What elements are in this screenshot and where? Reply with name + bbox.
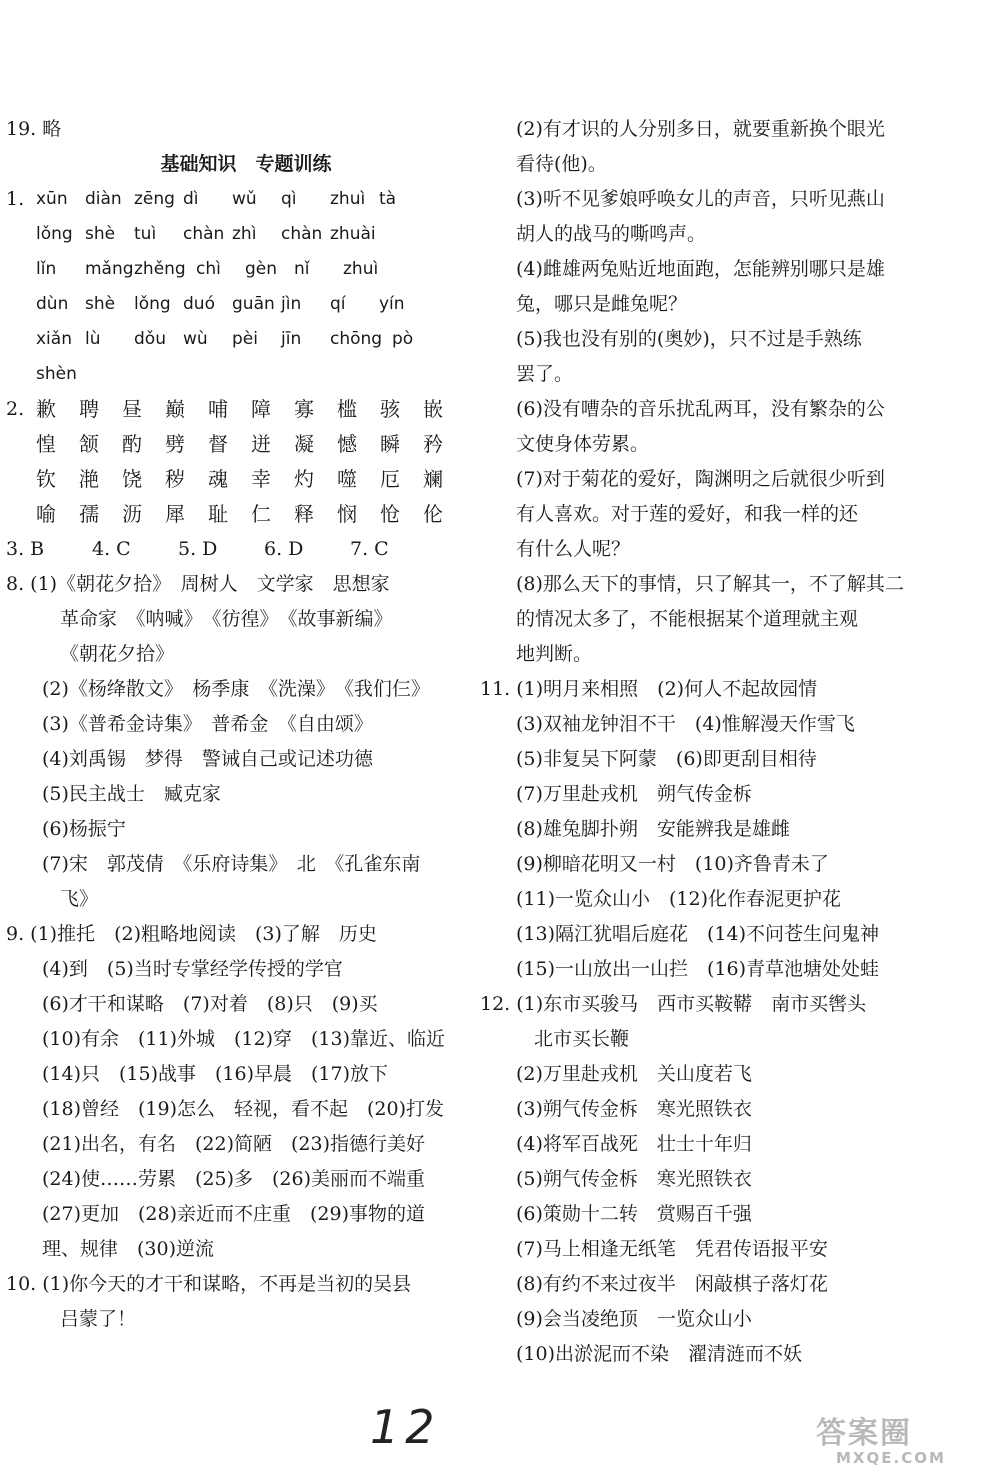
section-title: 基础知识 专题训练 bbox=[160, 153, 332, 175]
answer-q5: 5. D bbox=[178, 538, 218, 560]
char-cell: 槛 bbox=[337, 397, 357, 421]
char-cell: 颔 bbox=[79, 432, 99, 456]
pinyin-cell: mǎng bbox=[85, 259, 134, 279]
pinyin-cell: dì bbox=[183, 189, 199, 209]
pinyin-cell: pèi bbox=[232, 329, 258, 349]
pinyin-cell: duó bbox=[183, 294, 215, 314]
char-cell: 沥 bbox=[122, 502, 142, 526]
char-cell: 酌 bbox=[122, 432, 142, 456]
watermark-text: 答案圈 bbox=[816, 1416, 912, 1451]
answer-q8 bbox=[6, 567, 466, 917]
answer-line: 有人喜欢。对于莲的爱好，和我一样的还 bbox=[516, 503, 859, 525]
pinyin-cell: nǐ bbox=[294, 259, 310, 279]
pinyin-cell: pò bbox=[392, 329, 414, 349]
pinyin-row bbox=[6, 322, 466, 357]
answer-line: 有什么人呢？ bbox=[516, 538, 631, 560]
answer-q4: 4. C bbox=[92, 538, 131, 560]
char-cell: 噬 bbox=[337, 467, 357, 491]
answer-line: (8)雄兔脚扑朔 安能辨我是雄雌 bbox=[516, 818, 790, 840]
answer-line: 地判断。 bbox=[516, 643, 593, 665]
answer-line: (4)雌雄两兔贴近地面跑，怎能辨别哪只是雄 bbox=[516, 258, 885, 280]
pinyin-cell: chàn bbox=[183, 224, 225, 244]
answer-line: (7)万里赴戎机 朔气传金柝 bbox=[516, 783, 752, 805]
char-row bbox=[6, 497, 466, 532]
pinyin-cell: jìn bbox=[281, 294, 302, 314]
char-cell: 障 bbox=[251, 397, 271, 421]
char-cell: 厄 bbox=[380, 467, 400, 491]
answer-line: 《朝花夕拾》 bbox=[60, 643, 175, 665]
char-cell: 寡 bbox=[294, 397, 314, 421]
char-cell: 秽 bbox=[165, 467, 185, 491]
pinyin-cell: lǒng bbox=[134, 294, 171, 314]
answer-q19: 19. 略 bbox=[6, 118, 62, 140]
char-cell: 迸 bbox=[251, 432, 271, 456]
char-cell: 孺 bbox=[79, 502, 99, 526]
char-cell: 释 bbox=[294, 502, 314, 526]
answer-line: (10)有余 (11)外城 (12)穿 (13)靠近、临近 bbox=[42, 1028, 446, 1050]
answer-line: 革命家 《呐喊》 《彷徨》 《故事新编》 bbox=[60, 608, 393, 630]
char-cell: 凝 bbox=[294, 432, 314, 456]
char-cell: 犀 bbox=[165, 502, 185, 526]
answer-line: (18)曾经 (19)怎么 轻视，看不起 (20)打发 bbox=[42, 1098, 445, 1120]
answer-line: (3)双袖龙钟泪不干 (4)惟解漫天作雪飞 bbox=[516, 713, 855, 735]
answer-q11 bbox=[480, 672, 960, 987]
pinyin-cell: tà bbox=[379, 189, 397, 209]
right-column bbox=[480, 112, 960, 1372]
answer-line: 罢了。 bbox=[516, 363, 574, 385]
answer-line: (9)柳暗花明又一村 (10)齐鲁青未了 bbox=[516, 853, 829, 875]
char-cell: 哺 bbox=[208, 397, 228, 421]
char-cell: 钦 bbox=[36, 467, 56, 491]
answer-q7: 7. C bbox=[350, 538, 389, 560]
answer-line: (11)一览众山小 (12)化作春泥更护花 bbox=[516, 888, 842, 910]
answer-line: (8)那么天下的事情，只了解其一，不了解其二 bbox=[516, 573, 904, 595]
char-cell: 矜 bbox=[423, 432, 443, 456]
answer-line: (7)马上相逢无纸笔 凭君传语报平安 bbox=[516, 1238, 828, 1260]
answer-line: (7)对于菊花的爱好，陶渊明之后就很少听到 bbox=[516, 468, 885, 490]
pinyin-row bbox=[6, 357, 466, 392]
answer-line: (3)听不见爹娘呼唤女儿的声音，只听见燕山 bbox=[516, 188, 885, 210]
answer-line: (9)会当凌绝顶 一览众山小 bbox=[516, 1308, 752, 1330]
answer-line: (5)我也没有别的(奥妙)，只不过是手熟练 bbox=[516, 328, 862, 350]
page-number: 12 bbox=[370, 1400, 441, 1454]
pinyin-cell: dǒu bbox=[134, 329, 166, 349]
answer-line: (5)非复吴下阿蒙 (6)即更刮目相待 bbox=[516, 748, 817, 770]
char-cell: 伦 bbox=[423, 502, 443, 526]
answer-line: (3)朔气传金柝 寒光照铁衣 bbox=[516, 1098, 752, 1120]
question-number: 2. bbox=[6, 398, 25, 420]
pinyin-cell: shèn bbox=[36, 364, 77, 384]
pinyin-cell: yín bbox=[379, 294, 405, 314]
answer-line: 理、规律 (30)逆流 bbox=[42, 1238, 215, 1260]
char-cell: 悯 bbox=[337, 502, 357, 526]
pinyin-row bbox=[6, 182, 466, 217]
pinyin-cell: gèn bbox=[245, 259, 278, 279]
answer-line: 的情况太多了，不能根据某个道理就主观 bbox=[516, 608, 859, 630]
char-row bbox=[6, 392, 466, 427]
pinyin-cell: xūn bbox=[36, 189, 68, 209]
watermark-logo bbox=[816, 1418, 992, 1470]
pinyin-row bbox=[6, 217, 466, 252]
pinyin-cell: tuì bbox=[134, 224, 157, 244]
pinyin-cell: chì bbox=[196, 259, 221, 279]
answer-line: 飞》 bbox=[60, 888, 99, 910]
char-cell: 骇 bbox=[380, 397, 400, 421]
pinyin-cell: zhì bbox=[232, 224, 257, 244]
answer-line: (5)民主战士 臧克家 bbox=[42, 783, 221, 805]
answer-line: 8. (1)《朝花夕拾》 周树人 文学家 思想家 bbox=[6, 573, 390, 595]
pinyin-cell: xiǎn bbox=[36, 329, 72, 349]
pinyin-cell: wǔ bbox=[232, 189, 257, 209]
answer-line: 胡人的战马的嘶鸣声。 bbox=[516, 223, 707, 245]
answer-line: (2)万里赴戎机 关山度若飞 bbox=[516, 1063, 752, 1085]
char-cell: 灼 bbox=[294, 467, 314, 491]
answer-line: 文使身体劳累。 bbox=[516, 433, 650, 455]
pinyin-cell: shè bbox=[85, 294, 116, 314]
answer-line: (2)有才识的人分别多日，就要重新换个眼光 bbox=[516, 118, 885, 140]
pinyin-cell: lù bbox=[85, 329, 101, 349]
answer-line: (21)出名，有名 (22)简陋 (23)指德行美好 bbox=[42, 1133, 426, 1155]
answer-line: (4)到 (5)当时专掌经学传授的学官 bbox=[42, 958, 343, 980]
pinyin-cell: chōng bbox=[330, 329, 383, 349]
char-row bbox=[6, 427, 466, 462]
answer-q6: 6. D bbox=[264, 538, 304, 560]
char-cell: 耻 bbox=[208, 502, 228, 526]
pinyin-cell: zēng bbox=[134, 189, 175, 209]
answer-q10 bbox=[6, 1267, 466, 1337]
char-cell: 歉 bbox=[36, 397, 56, 421]
answer-line: (13)隔江犹唱后庭花 (14)不问苍生问鬼神 bbox=[516, 923, 880, 945]
char-cell: 仁 bbox=[251, 502, 271, 526]
char-cell: 饶 bbox=[122, 467, 142, 491]
char-cell: 劈 bbox=[165, 432, 185, 456]
char-cell: 昼 bbox=[122, 397, 142, 421]
answer-line: 9. (1)推托 (2)粗略地阅读 (3)了解 历史 bbox=[6, 923, 377, 945]
answer-line: (6)才干和谋略 (7)对着 (8)只 (9)买 bbox=[42, 993, 378, 1015]
answer-line: (5)朔气传金柝 寒光照铁衣 bbox=[516, 1168, 752, 1190]
answer-line: (8)有约不来过夜半 闲敲棋子落灯花 bbox=[516, 1273, 828, 1295]
char-row bbox=[6, 462, 466, 497]
answer-q3-7 bbox=[6, 532, 466, 567]
answer-line: (27)更加 (28)亲近而不庄重 (29)事物的道 bbox=[42, 1203, 426, 1225]
pinyin-cell: chàn bbox=[281, 224, 323, 244]
answer-q12 bbox=[480, 987, 960, 1372]
char-cell: 幸 bbox=[251, 467, 271, 491]
answer-line: (2)《杨绛散文》 杨季康 《洗澡》 《我们仨》 bbox=[42, 678, 430, 700]
answer-q3: 3. B bbox=[6, 538, 45, 560]
pinyin-cell: lǒng bbox=[36, 224, 73, 244]
char-cell: 喻 bbox=[36, 502, 56, 526]
pinyin-cell: zhuì bbox=[343, 259, 379, 279]
char-cell: 巅 bbox=[165, 397, 185, 421]
answer-q1 bbox=[6, 182, 466, 392]
pinyin-cell: dùn bbox=[36, 294, 69, 314]
pinyin-cell: diàn bbox=[85, 189, 122, 209]
pinyin-cell: zhuì bbox=[330, 189, 366, 209]
pinyin-cell: zhuài bbox=[330, 224, 376, 244]
question-number: 1. bbox=[6, 188, 25, 210]
char-cell: 瞬 bbox=[380, 432, 400, 456]
answer-line: 12. (1)东市买骏马 西市买鞍鞯 南市买辔头 bbox=[480, 993, 867, 1015]
answer-line: 10. (1)你今天的才干和谋略，不再是当初的吴县 bbox=[6, 1273, 412, 1295]
answer-line: (7)宋 郭茂倩 《乐府诗集》 北 《孔雀东南 bbox=[42, 853, 421, 875]
char-cell: 惶 bbox=[36, 432, 56, 456]
char-cell: 聘 bbox=[79, 397, 99, 421]
answer-line: (6)杨振宁 bbox=[42, 818, 126, 840]
answer-line: 北市买长鞭 bbox=[534, 1028, 630, 1050]
pinyin-cell: zhěng bbox=[134, 259, 186, 279]
pinyin-cell: qì bbox=[281, 189, 297, 209]
pinyin-row bbox=[6, 287, 466, 322]
char-cell: 魂 bbox=[208, 467, 228, 491]
answer-line: 11. (1)明月来相照 (2)何人不起故园情 bbox=[480, 678, 818, 700]
answer-line: (6)没有嘈杂的音乐扰乱两耳，没有繁杂的公 bbox=[516, 398, 885, 420]
answer-line: (15)一山放出一山拦 (16)青草池塘处处蛙 bbox=[516, 958, 880, 980]
answer-q2 bbox=[6, 392, 466, 532]
watermark-url: MXQE.COM bbox=[836, 1449, 946, 1467]
answer-line: (14)只 (15)战事 (16)早晨 (17)放下 bbox=[42, 1063, 389, 1085]
left-column bbox=[6, 112, 466, 1337]
pinyin-cell: wù bbox=[183, 329, 208, 349]
answer-q9 bbox=[6, 917, 466, 1267]
char-cell: 滟 bbox=[79, 467, 99, 491]
char-cell: 督 bbox=[208, 432, 228, 456]
pinyin-cell: qí bbox=[330, 294, 346, 314]
answer-line: (3)《普希金诗集》 普希金 《自由颂》 bbox=[42, 713, 373, 735]
answer-line: 兔，哪只是雌兔呢？ bbox=[516, 293, 688, 315]
pinyin-row bbox=[6, 252, 466, 287]
answer-line: (24)使……劳累 (25)多 (26)美丽而不端重 bbox=[42, 1168, 426, 1190]
answer-line: (4)刘禹锡 梦得 警诫自己或记述功德 bbox=[42, 748, 373, 770]
pinyin-cell: lǐn bbox=[36, 259, 57, 279]
char-cell: 憾 bbox=[337, 432, 357, 456]
pinyin-cell: guān bbox=[232, 294, 275, 314]
char-cell: 怆 bbox=[380, 502, 400, 526]
answer-q10-continued bbox=[480, 112, 960, 672]
pinyin-cell: jīn bbox=[281, 329, 302, 349]
pinyin-cell: shè bbox=[85, 224, 116, 244]
char-cell: 斓 bbox=[423, 467, 443, 491]
char-cell: 嵌 bbox=[423, 397, 443, 421]
answer-line: (6)策勋十二转 赏赐百千强 bbox=[516, 1203, 752, 1225]
answer-line: (10)出淤泥而不染 濯清涟而不妖 bbox=[516, 1343, 803, 1365]
answer-line: 吕蒙了！ bbox=[60, 1308, 137, 1330]
answer-line: (4)将军百战死 壮士十年归 bbox=[516, 1133, 752, 1155]
answer-line: 看待(他)。 bbox=[516, 153, 607, 175]
